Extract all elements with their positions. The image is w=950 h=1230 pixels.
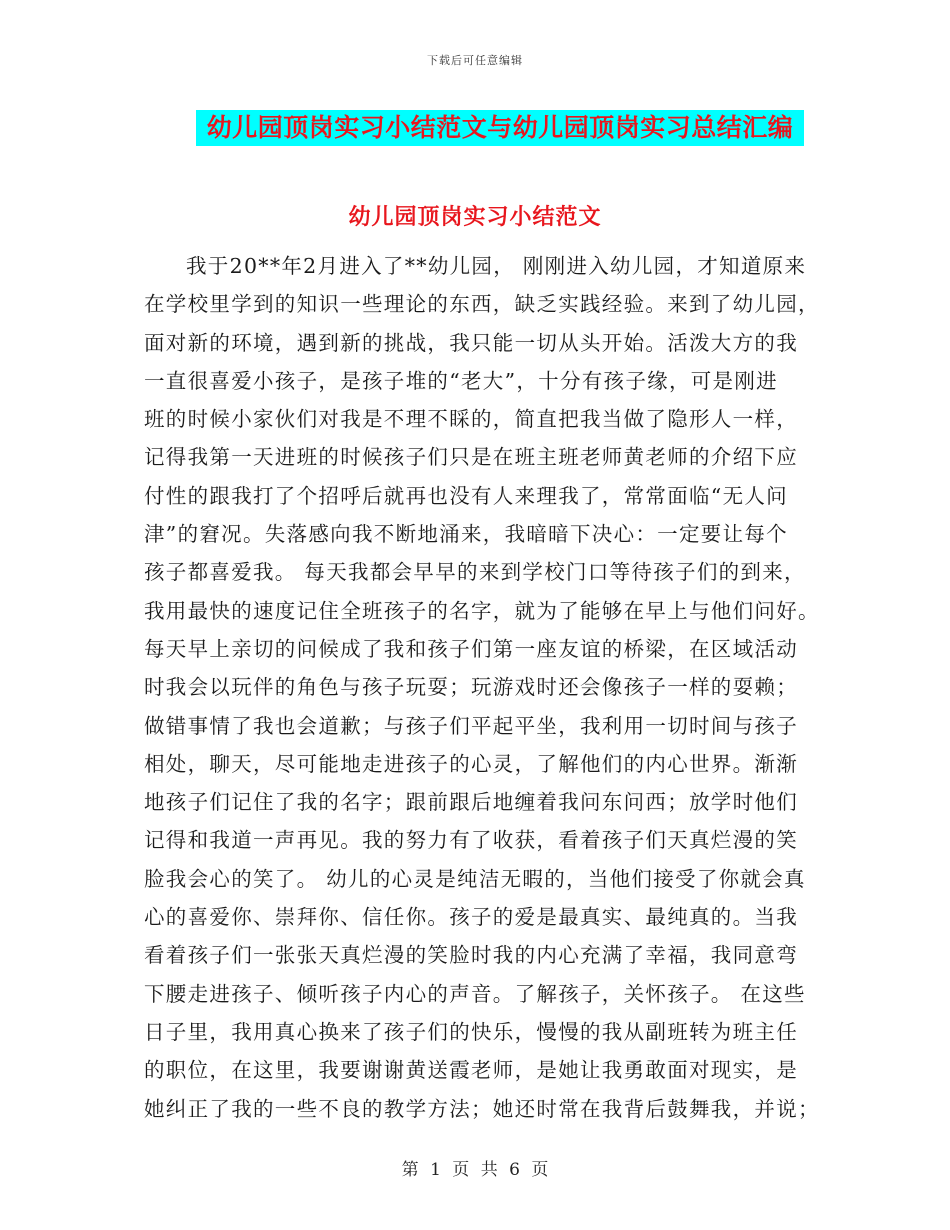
body-line: 孩子都喜爱我。 每天我都会早早的来到学校门口等待孩子们的到来，	[144, 560, 806, 585]
main-title: 幼儿园顶岗实习小结范文与幼儿园顶岗实习总结汇编	[206, 113, 794, 142]
body-line: 地孩子们记住了我的名字；跟前跟后地缠着我问东问西；放学时他们	[144, 790, 798, 815]
body-line: 下腰走进孩子、倾听孩子内心的声音。了解孩子，关怀孩子。 在这些	[144, 981, 806, 1006]
body-line: 津”的窘况。失落感向我不断地涌来，我暗暗下决心：一定要让每个	[144, 522, 788, 547]
main-title-highlight	[196, 110, 804, 146]
body-line: 记得和我道一声再见。我的努力有了收获，看着孩子们天真烂漫的笑	[144, 828, 798, 853]
body-line: 她纠正了我的一些不良的教学方法；她还时常在我背后鼓舞我，并说；	[144, 1096, 820, 1121]
body-line: 每天早上亲切的问候成了我和孩子们第一座友谊的桥梁，在区域活动	[144, 636, 798, 661]
body-line: 我用最快的速度记住全班孩子的名字，就为了能够在早上与他们问好。	[144, 598, 820, 623]
header-note: 下载后可任意编辑	[427, 54, 523, 67]
section-title: 幼儿园顶岗实习小结范文	[348, 205, 602, 230]
body-line: 我于20**年2月进入了**幼儿园， 刚刚进入幼儿园，才知道原来	[186, 254, 807, 278]
body-line: 在学校里学到的知识一些理论的东西，缺乏实践经验。来到了幼儿园，	[144, 292, 820, 317]
body-line: 心的喜爱你、崇拜你、信任你。孩子的爱是最真实、最纯真的。当我	[144, 905, 798, 930]
body-line: 做错事情了我也会道歉；与孩子们平起平坐，我利用一切时间与孩子	[144, 713, 798, 738]
body-line: 记得我第一天进班的时候孩子们只是在班主班老师黄老师的介绍下应	[144, 445, 798, 470]
body-line: 班的时候小家伙们对我是不理不睬的，简直把我当做了隐形人一样，	[144, 407, 798, 432]
body-line: 日子里，我用真心换来了孩子们的快乐，慢慢的我从副班转为班主任	[144, 1019, 798, 1044]
body-line: 的职位，在这里，我要谢谢黄送霞老师，是她让我勇敢面对现实，是	[144, 1058, 798, 1083]
body-line: 相处，聊天，尽可能地走进孩子的心灵，了解他们的内心世界。渐渐	[144, 751, 798, 776]
body-line: 看着孩子们一张张天真烂漫的笑脸时我的内心充满了幸福，我同意弯	[144, 943, 798, 968]
page-footer: 第 1 页 共 6 页	[401, 1160, 549, 1180]
body-line: 付性的跟我打了个招呼后就再也没有人来理我了，常常面临“无人问	[144, 483, 788, 508]
body-line: 时我会以玩伴的角色与孩子玩耍；玩游戏时还会像孩子一样的耍赖；	[144, 675, 798, 700]
body-text	[144, 247, 820, 1128]
body-line: 面对新的环境，遇到新的挑战，我只能一切从头开始。活泼大方的我	[144, 330, 798, 355]
body-line: 脸我会心的笑了。 幼儿的心灵是纯洁无暇的，当他们接受了你就会真	[144, 866, 806, 891]
body-line: 一直很喜爱小孩子，是孩子堆的“老大”，十分有孩子缘，可是刚进	[144, 368, 778, 393]
